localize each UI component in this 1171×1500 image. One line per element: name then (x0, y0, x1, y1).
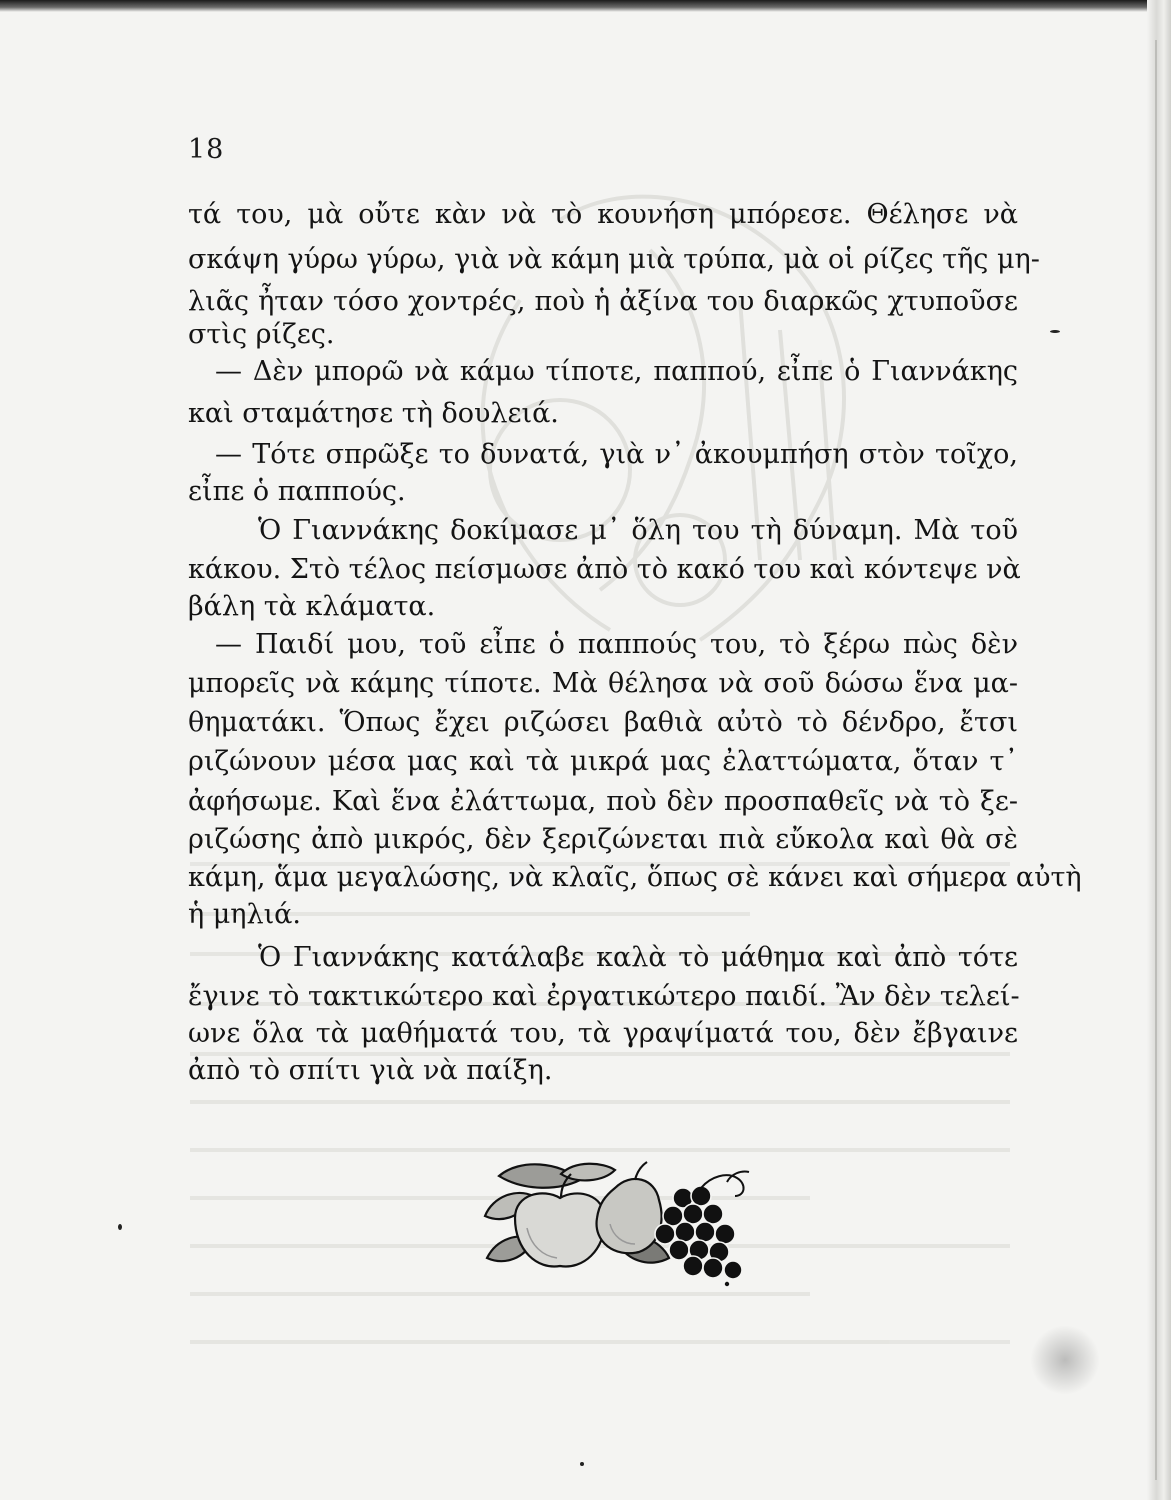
text-line: Ὁ Γιαννάκης κατάλαβε καλὰ τὸ μάθημα καὶ ἀπὸ τότε (258, 942, 1018, 973)
scan-speck (118, 1224, 122, 1230)
text-line: ριζώνουν μέσα μας καὶ τὰ μικρά μας ἐλαττώματα, ὅταν τ᾿ (188, 746, 1018, 777)
text-line: — Δὲν μπορῶ νὰ κάμω τίποτε, παππού, εἶπε ὁ Γιαννάκης (215, 356, 1018, 387)
text-line: — Παιδί μου, τοῦ εἶπε ὁ παππούς του, τὸ ξέρω πὼς δὲν (215, 629, 1018, 660)
text-line: καὶ σταμάτησε τὴ δουλειά. (188, 398, 559, 429)
text-line: θηματάκι. Ὅπως ἔχει ριζώσει βαθιὰ αὐτὸ τὸ δένδρο, ἔτσι (188, 707, 1018, 738)
text-line: σκάψη γύρω γύρω, γιὰ νὰ κάμη μιὰ τρύπα, μὰ οἱ ρίζες τῆς μη- (188, 244, 1040, 275)
text-line: τά του, μὰ οὔτε κὰν νὰ τὸ κουνήση μπόρεσε. Θέλησε νὰ (188, 199, 1018, 230)
text-line: Ὁ Γιαννάκης δοκίμασε μ᾿ ὅλη του τὴ δύναμη. Μὰ τοῦ (258, 515, 1018, 546)
text-line: στὶς ρίζες. (188, 319, 335, 350)
text-line: ἀφήσωμε. Καὶ ἕνα ἐλάττωμα, ποὺ δὲν προσπαθεῖς νὰ τὸ ξε- (188, 786, 1018, 817)
page-number: 18 (188, 134, 225, 165)
text-line: — Τότε σπρῶξε το δυνατά, γιὰ ν᾿ ἀκουμπήση στὸν τοῖχο, (215, 439, 1018, 470)
scan-smudge (1030, 1325, 1100, 1395)
text-line: μπορεῖς νὰ κάμης τίποτε. Μὰ θέλησα νὰ σοῦ δώσω ἕνα μα- (188, 668, 1018, 699)
text-line: εἶπε ὁ παππούς. (188, 476, 406, 507)
text-line: ἀπὸ τὸ σπίτι γιὰ νὰ παίξη. (188, 1055, 553, 1086)
text-line: ωνε ὅλα τὰ μαθήματά του, τὰ γραψίματά του, δὲν ἔβγαινε (188, 1018, 1018, 1049)
text-line: ἔγινε τὸ τακτικώτερο καὶ ἐργατικώτερο παιδί. Ἂν δὲν τελεί- (188, 981, 1020, 1012)
text-line: ριζώσης ἀπὸ μικρός, δὲν ξεριζώνεται πιὰ εὔκολα καὶ θὰ σὲ (188, 824, 1018, 855)
fruit-ornament-icon (465, 1158, 765, 1288)
text-line: βάλη τὰ κλάματα. (188, 591, 436, 622)
text-line: κάκου. Στὸ τέλος πείσμωσε ἀπὸ τὸ κακό του καὶ κόντεψε νὰ (188, 554, 1021, 585)
scan-speck (580, 1462, 584, 1466)
text-line: κάμη, ἅμα μεγαλώσης, νὰ κλαῖς, ὅπως σὲ κάνει καὶ σήμερα αὐτὴ (188, 862, 1082, 893)
scan-speck (1050, 330, 1060, 333)
text-line: λιᾶς ἦταν τόσο χοντρές, ποὺ ἡ ἀξίνα του διαρκῶς χτυποῦσε (188, 286, 1018, 317)
text-line: ἡ μηλιά. (188, 899, 301, 930)
